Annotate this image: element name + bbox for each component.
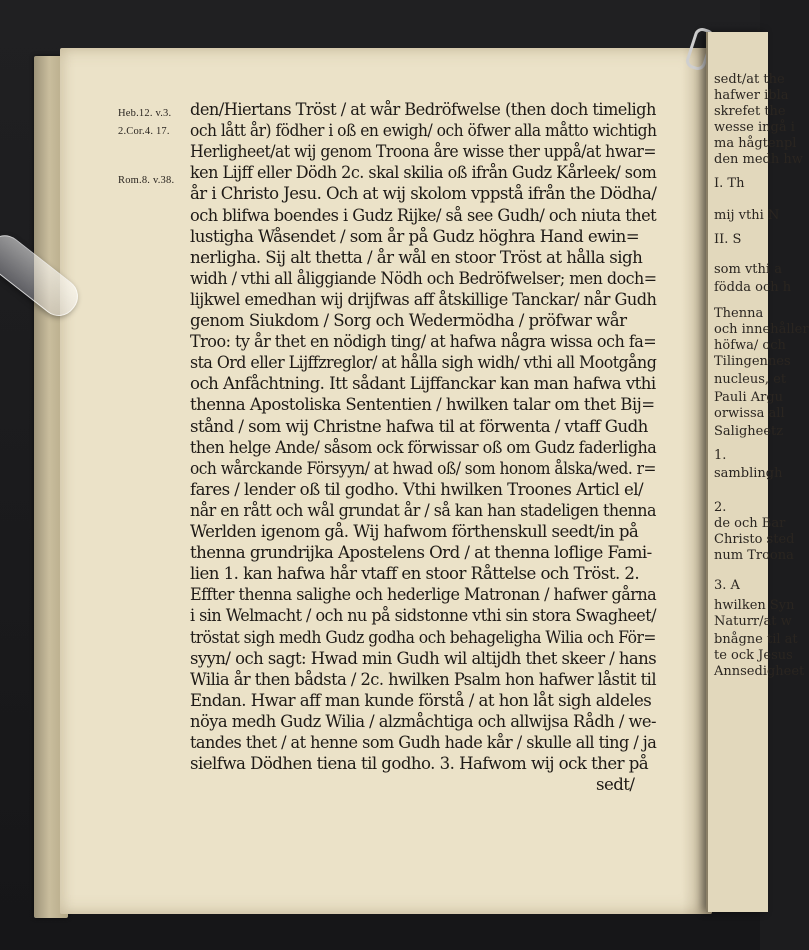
next-page-line: bnågne til at: [714, 632, 798, 647]
next-page-line: 1.: [714, 448, 727, 463]
margin-note: Heb.12. v.3.: [118, 108, 172, 119]
text-line: widh / vthi all åliggiande Nödh och Bedröfwelser; men doch=: [190, 268, 657, 288]
next-page-line: nucleus, et: [714, 372, 787, 387]
next-page-line: och innehåller: [714, 322, 809, 337]
text-line: nöya medh Gudz Wilia / alzmåchtiga och allwijsa Rådh / we-: [190, 711, 656, 731]
text-line: sedt/: [596, 775, 635, 795]
text-line: ken Lijff eller Dödh 2c. skal skilia oß ifrån Gudz Kårleek/ som: [190, 163, 657, 183]
next-page-line: II. S: [714, 232, 742, 247]
text-line: thenna grundrijka Apostelens Ord / at thenna loflige Fami-: [190, 543, 652, 563]
text-line: tandes thet / at henne som Gudh hade kår / skulle all ting / ja: [190, 733, 657, 752]
next-page-line: Thenna: [714, 306, 764, 321]
text-line: i sin Welmacht / och nu på sidstonne vthi sin stora Swagheet/: [190, 606, 656, 626]
text-line: lien 1. kan hafwa hår vtaff en stoor Råttelse och Tröst. 2.: [190, 564, 640, 584]
next-page-line: Tilingennes: [714, 354, 791, 369]
text-line: den/Hiertans Tröst / at wår Bedröfwelse (then doch timeligh: [190, 100, 656, 119]
text-line: och wårckande Försyyn/ at hwad oß/ som honom ålska/wed. r=: [190, 458, 656, 478]
text-line: Werlden igenom gå. Wij hafwom förthenskull seedt/in på: [190, 522, 639, 541]
next-page-line: 3. A: [714, 578, 740, 593]
next-page-line: Naturr/at w: [714, 614, 792, 629]
next-page-line: sedt/at the: [714, 72, 785, 87]
next-page-line: I. Th: [714, 176, 745, 191]
text-line: och Anfåchtning. Itt sådant Lijffanckar kan man hafwa vthi: [190, 374, 656, 394]
text-line: når en rått och wål grundat år / så kan han stadeligen thenna: [190, 500, 656, 520]
text-line: genom Siukdom / Sorg och Wedermödha / pröfwar wår: [190, 311, 627, 330]
text-line: lustigha Wåsendet / som år på Gudz höghra Hand ewin=: [190, 226, 640, 246]
next-page-line: den medh hw: [714, 152, 803, 167]
text-line: syyn/ och sagt: Hwad min Gudh wil altijdh thet skeer / hans: [190, 648, 657, 668]
text-line: sielfwa Dödhen tiena til godho. 3. Hafwom wij ock ther på: [190, 754, 649, 774]
next-page-line: num Troona: [714, 548, 794, 563]
next-page-line: de och Bar: [714, 516, 786, 531]
text-line: Herligheet/at wij genom Troona åre wisse ther uppå/at hwar=: [190, 142, 657, 162]
next-page-line: Saligheetz: [714, 424, 784, 439]
text-line: sta Ord eller Lijffzreglor/ at hålla sigh widh/ vthi all Mootgång: [190, 353, 657, 373]
text-line: Effter thenna salighe och hederlige Matronan / hafwer gårna: [190, 585, 657, 605]
margin-note: Rom.8. v.38.: [118, 175, 175, 186]
next-page-line: wesse ingå i: [714, 120, 795, 135]
next-page-line: höfwa/ och: [714, 338, 786, 353]
text-line: Endan. Hwar aff man kunde förstå / at hon låt sigh aldeles: [190, 690, 652, 710]
next-page-line: mij vthi N: [714, 208, 780, 223]
next-page-line: ma hågtenpl: [714, 136, 797, 151]
text-line: och blifwa boendes i Gudz Rijke/ så see Gudh/ och niuta thet: [190, 205, 657, 225]
next-page-line: Christo sted: [714, 532, 795, 547]
next-page-line: hwilken Syn: [714, 598, 795, 613]
next-page-line: skrefet the: [714, 104, 786, 119]
text-line: Wilia år then bådsta / 2c. hwilken Psalm hon hafwer låstit til: [190, 669, 657, 689]
next-page-line: orwissa all: [714, 406, 785, 421]
text-line: Troo: ty år thet en nödigh ting/ at hafwa några wissa och fa=: [190, 332, 657, 352]
margin-note: 2.Cor.4. 17.: [118, 126, 170, 137]
next-page-line: te ock Jesus: [714, 648, 793, 663]
next-page-line: som vthi a: [714, 262, 782, 277]
next-page-line: hafwer ibla: [714, 88, 789, 103]
text-line: och lått år) födher i oß en ewigh/ och öfwer alla måtto wichtigh: [190, 121, 657, 141]
text-line: år i Christo Jesu. Och at wij skolom vppstå ifrån the Dödha/: [190, 184, 657, 204]
next-page-line: Pauli Argu: [714, 390, 784, 405]
text-line: stånd / som wij Christne hafwa til at förwenta / vtaff Gudh: [190, 416, 648, 436]
next-page-edge: [706, 32, 809, 912]
next-page-line: Annsedigheet: [714, 664, 805, 679]
text-line: thenna Apostoliska Sententien / hwilken talar om thet Bij=: [190, 395, 655, 415]
text-line: then helge Ande/ såsom ock förwissar oß om Gudz faderligha: [190, 437, 657, 457]
text-line: nerligha. Sij alt thetta / år wål en stoor Tröst at hålla sigh: [190, 247, 643, 267]
next-page-line: födda och h: [714, 280, 792, 295]
next-page-line: 2.: [714, 500, 727, 515]
next-page-line: samblingh: [714, 466, 783, 481]
text-line: fares / lender oß til godho. Vthi hwilken Troones Articl el/: [190, 479, 644, 499]
text-line: tröstat sigh medh Gudz godha och behageligha Wilia och För=: [190, 627, 656, 647]
text-line: lijkwel emedhan wij drijfwas aff åtskillige Tanckar/ når Gudh: [190, 289, 657, 309]
